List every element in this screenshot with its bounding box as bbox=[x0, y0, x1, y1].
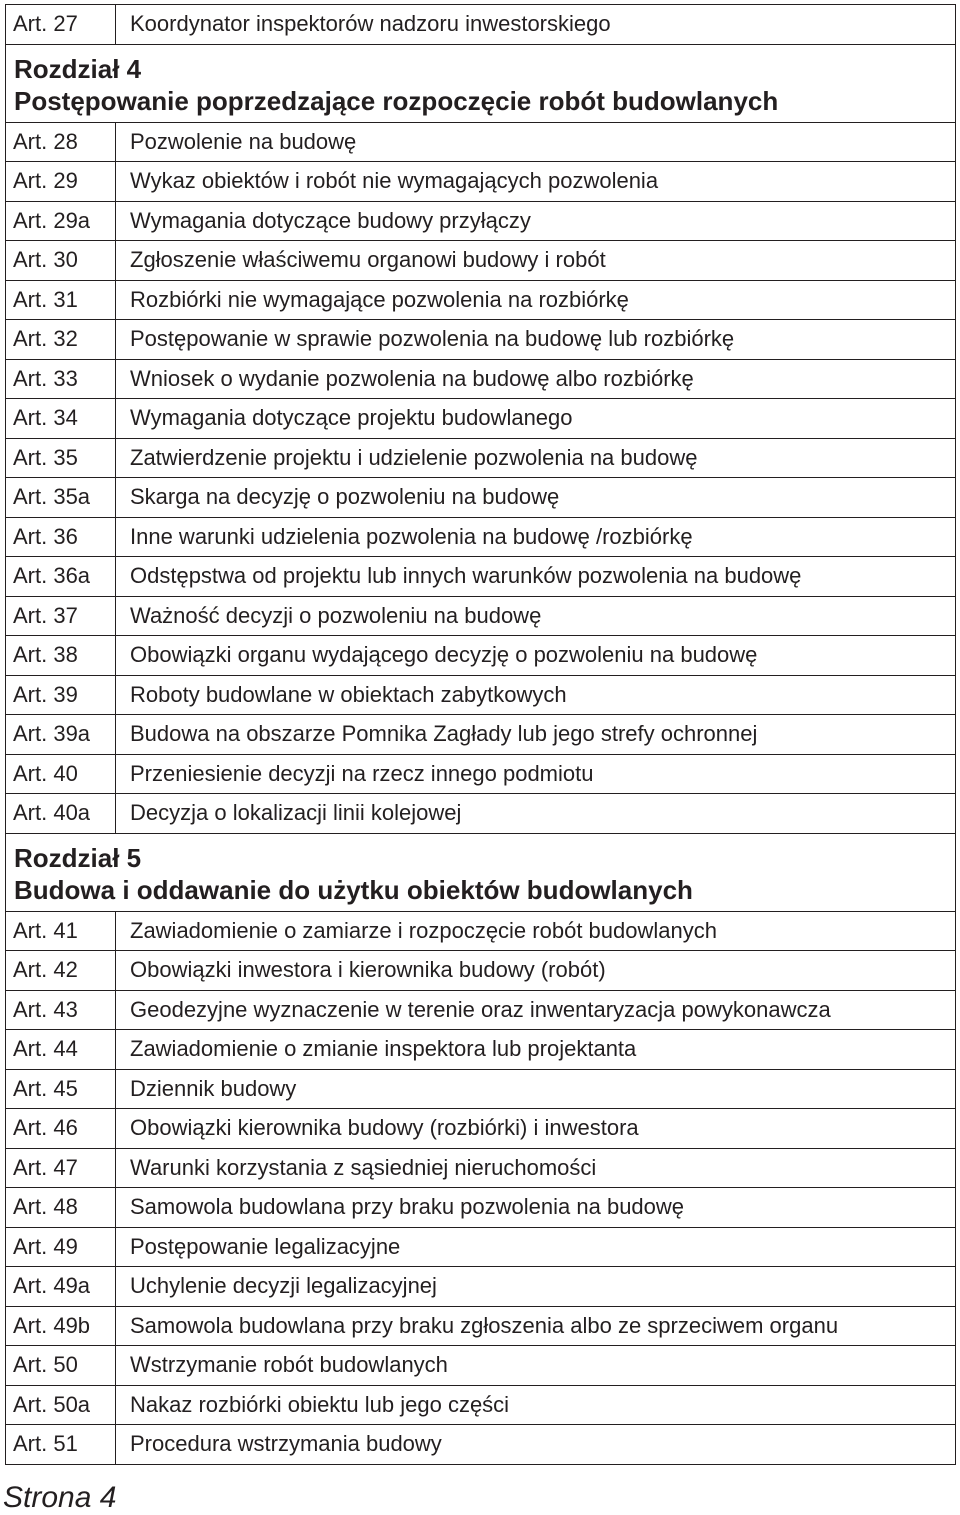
article-row bbox=[6, 1030, 956, 1070]
article-title: Decyzja o lokalizacji linii kolejowej bbox=[116, 794, 956, 834]
article-number: Art. 36a bbox=[6, 557, 116, 597]
article-row bbox=[6, 951, 956, 991]
article-number: Art. 50a bbox=[6, 1385, 116, 1425]
article-row bbox=[6, 1109, 956, 1149]
article-row bbox=[6, 399, 956, 439]
chapter-label: Rozdział 4 bbox=[14, 53, 142, 84]
article-title: Obowiązki inwestora i kierownika budowy (robót) bbox=[116, 951, 956, 991]
article-row bbox=[6, 1188, 956, 1228]
article-number: Art. 40a bbox=[6, 794, 116, 834]
article-number: Art. 33 bbox=[6, 359, 116, 399]
article-title: Geodezyjne wyznaczenie w terenie oraz inwentaryzacja powykonawcza bbox=[116, 990, 956, 1030]
article-title: Roboty budowlane w obiektach zabytkowych bbox=[116, 675, 956, 715]
article-number: Art. 31 bbox=[6, 280, 116, 320]
article-row bbox=[6, 438, 956, 478]
chapter-heading-cell bbox=[6, 833, 956, 911]
article-title: Dziennik budowy bbox=[116, 1069, 956, 1109]
chapter-heading-cell bbox=[6, 44, 956, 122]
article-number: Art. 30 bbox=[6, 241, 116, 281]
article-number: Art. 49a bbox=[6, 1267, 116, 1307]
article-title: Wymagania dotyczące projektu budowlanego bbox=[116, 399, 956, 439]
chapter-label: Rozdział 5 bbox=[14, 842, 142, 873]
article-title: Koordynator inspektorów nadzoru inwestorskiego bbox=[116, 5, 956, 45]
article-title: Budowa na obszarze Pomnika Zagłady lub jego strefy ochronnej bbox=[116, 715, 956, 755]
article-number: Art. 39 bbox=[6, 675, 116, 715]
article-number: Art. 47 bbox=[6, 1148, 116, 1188]
article-number: Art. 38 bbox=[6, 636, 116, 676]
chapter-row bbox=[6, 833, 956, 911]
article-number: Art. 36 bbox=[6, 517, 116, 557]
article-number: Art. 37 bbox=[6, 596, 116, 636]
article-title: Postępowanie legalizacyjne bbox=[116, 1227, 956, 1267]
article-row bbox=[6, 1267, 956, 1307]
article-title: Warunki korzystania z sąsiedniej nieruchomości bbox=[116, 1148, 956, 1188]
article-row bbox=[6, 1425, 956, 1465]
article-title: Odstępstwa od projektu lub innych warunków pozwolenia na budowę bbox=[116, 557, 956, 597]
article-title: Przeniesienie decyzji na rzecz innego podmiotu bbox=[116, 754, 956, 794]
article-number: Art. 40 bbox=[6, 754, 116, 794]
article-title: Samowola budowlana przy braku pozwolenia na budowę bbox=[116, 1188, 956, 1228]
table-of-contents bbox=[5, 4, 956, 1465]
article-row bbox=[6, 241, 956, 281]
article-row bbox=[6, 5, 956, 45]
article-title: Uchylenie decyzji legalizacyjnej bbox=[116, 1267, 956, 1307]
article-row bbox=[6, 596, 956, 636]
article-number: Art. 46 bbox=[6, 1109, 116, 1149]
article-row bbox=[6, 201, 956, 241]
article-number: Art. 49b bbox=[6, 1306, 116, 1346]
article-row bbox=[6, 478, 956, 518]
article-title: Procedura wstrzymania budowy bbox=[116, 1425, 956, 1465]
article-title: Zgłoszenie właściwemu organowi budowy i robót bbox=[116, 241, 956, 281]
article-number: Art. 42 bbox=[6, 951, 116, 991]
article-row bbox=[6, 1306, 956, 1346]
article-row bbox=[6, 675, 956, 715]
article-number: Art. 35a bbox=[6, 478, 116, 518]
article-row bbox=[6, 911, 956, 951]
chapter-title: Budowa i oddawanie do użytku obiektów budowlanych bbox=[14, 874, 693, 905]
article-row bbox=[6, 990, 956, 1030]
article-row bbox=[6, 1227, 956, 1267]
article-row bbox=[6, 1069, 956, 1109]
article-row bbox=[6, 1148, 956, 1188]
chapter-row bbox=[6, 44, 956, 122]
article-row bbox=[6, 557, 956, 597]
article-title: Skarga na decyzję o pozwoleniu na budowę bbox=[116, 478, 956, 518]
article-number: Art. 45 bbox=[6, 1069, 116, 1109]
article-number: Art. 29a bbox=[6, 201, 116, 241]
article-title: Zatwierdzenie projektu i udzielenie pozwolenia na budowę bbox=[116, 438, 956, 478]
article-row bbox=[6, 636, 956, 676]
article-title: Inne warunki udzielenia pozwolenia na budowę /rozbiórkę bbox=[116, 517, 956, 557]
article-title: Nakaz rozbiórki obiektu lub jego części bbox=[116, 1385, 956, 1425]
article-row bbox=[6, 1385, 956, 1425]
article-number: Art. 32 bbox=[6, 320, 116, 360]
article-title: Wstrzymanie robót budowlanych bbox=[116, 1346, 956, 1386]
article-row bbox=[6, 162, 956, 202]
article-title: Rozbiórki nie wymagające pozwolenia na rozbiórkę bbox=[116, 280, 956, 320]
article-title: Pozwolenie na budowę bbox=[116, 122, 956, 162]
article-number: Art. 27 bbox=[6, 5, 116, 45]
chapter-title: Postępowanie poprzedzające rozpoczęcie robót budowlanych bbox=[14, 85, 779, 116]
article-row bbox=[6, 715, 956, 755]
article-title: Obowiązki organu wydającego decyzję o pozwoleniu na budowę bbox=[116, 636, 956, 676]
article-row bbox=[6, 1346, 956, 1386]
article-title: Zawiadomienie o zamiarze i rozpoczęcie robót budowlanych bbox=[116, 911, 956, 951]
article-title: Samowola budowlana przy braku zgłoszenia albo ze sprzeciwem organu bbox=[116, 1306, 956, 1346]
article-row bbox=[6, 122, 956, 162]
article-row bbox=[6, 517, 956, 557]
article-row bbox=[6, 754, 956, 794]
article-row bbox=[6, 359, 956, 399]
article-row bbox=[6, 320, 956, 360]
article-number: Art. 29 bbox=[6, 162, 116, 202]
article-number: Art. 28 bbox=[6, 122, 116, 162]
article-title: Obowiązki kierownika budowy (rozbiórki) i inwestora bbox=[116, 1109, 956, 1149]
article-title: Zawiadomienie o zmianie inspektora lub projektanta bbox=[116, 1030, 956, 1070]
article-title: Wykaz obiektów i robót nie wymagających pozwolenia bbox=[116, 162, 956, 202]
article-number: Art. 44 bbox=[6, 1030, 116, 1070]
article-row bbox=[6, 794, 956, 834]
article-title: Postępowanie w sprawie pozwolenia na budowę lub rozbiórkę bbox=[116, 320, 956, 360]
article-number: Art. 39a bbox=[6, 715, 116, 755]
article-row bbox=[6, 280, 956, 320]
article-title: Wymagania dotyczące budowy przyłączy bbox=[116, 201, 956, 241]
article-number: Art. 34 bbox=[6, 399, 116, 439]
page-number: Strona 4 bbox=[3, 1481, 117, 1514]
article-number: Art. 41 bbox=[6, 911, 116, 951]
article-number: Art. 51 bbox=[6, 1425, 116, 1465]
article-number: Art. 50 bbox=[6, 1346, 116, 1386]
article-number: Art. 48 bbox=[6, 1188, 116, 1228]
article-number: Art. 43 bbox=[6, 990, 116, 1030]
article-title: Ważność decyzji o pozwoleniu na budowę bbox=[116, 596, 956, 636]
article-title: Wniosek o wydanie pozwolenia na budowę albo rozbiórkę bbox=[116, 359, 956, 399]
article-number: Art. 49 bbox=[6, 1227, 116, 1267]
article-number: Art. 35 bbox=[6, 438, 116, 478]
